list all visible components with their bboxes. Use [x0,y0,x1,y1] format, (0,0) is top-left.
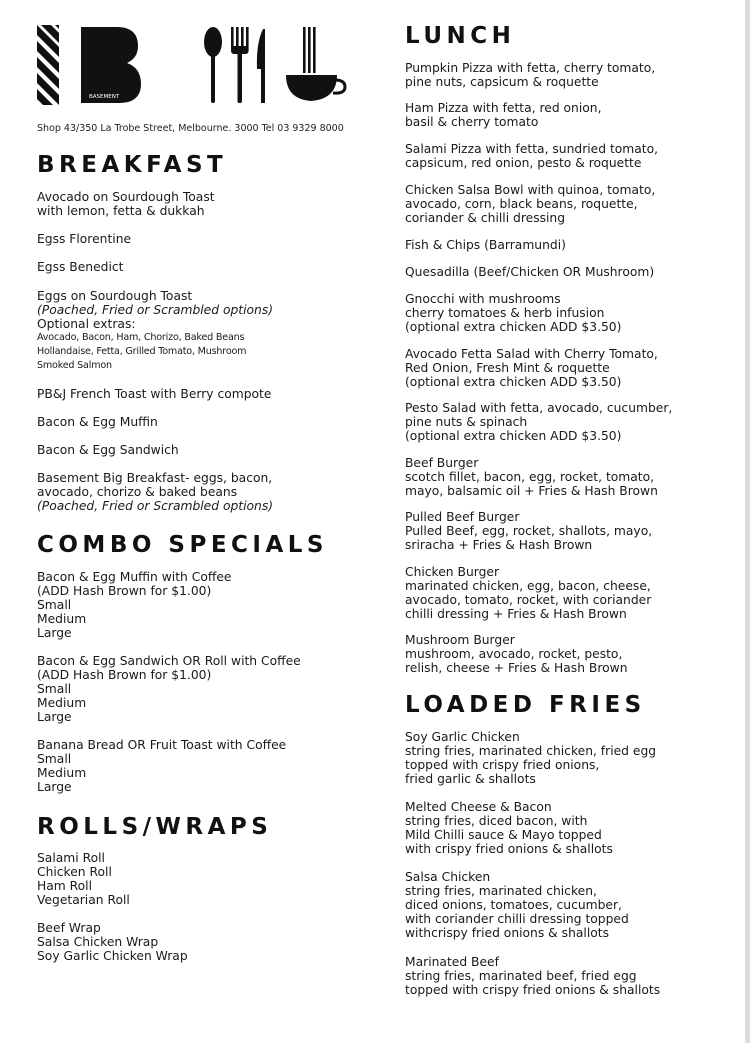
menu-item: Avocado on Sourdough Toast with lemon, fetta & dukkah [37,190,215,218]
menu-item: Pulled Beef Burger Pulled Beef, egg, rocket, shallots, mayo, sriracha + Fries & Hash Brown [405,510,653,552]
menu-item: Quesadilla (Beef/Chicken OR Mushroom) [405,265,655,279]
section-title-loaded-fries: LOADED FRIES [405,692,646,718]
section-title-combo-specials: COMBO SPECIALS [37,532,329,558]
menu-item: Bacon & Egg Sandwich [37,443,179,457]
menu-item: Fish & Chips (Barramundi) [405,238,566,252]
knife-icon [257,29,265,103]
menu-item: Salami Roll Chicken Roll Ham Roll Vegetarian Roll [37,851,130,907]
menu-item: Pumpkin Pizza with fetta, cherry tomato, pine nuts, capsicum & roquette [405,61,656,89]
menu-item: Basement Big Breakfast- eggs, bacon, avocado, chorizo & baked beans (Poached, Fried or Scrambled options) [37,471,274,513]
menu-item: Ham Pizza with fetta, red onion, basil & cherry tomato [405,101,602,129]
menu-item: Melted Cheese & Bacon string fries, diced bacon, with Mild Chilli sauce & Mayo topped with crispy fried onions & shallots [405,800,613,856]
section-title-rolls-wraps: ROLLS/WRAPS [37,814,273,840]
menu-item: Beef Wrap Salsa Chicken Wrap Soy Garlic Chicken Wrap [37,921,188,963]
basement-logo [37,25,347,107]
svg-text:BASEMENT: BASEMENT [89,94,120,100]
menu-item: Bacon & Egg Muffin [37,415,158,429]
menu-item: PB&J French Toast with Berry compote [37,387,272,401]
menu-item: Gnocchi with mushrooms cherry tomatoes & herb infusion (optional extra chicken ADD $3.50) [405,292,622,334]
menu-item: Egss Benedict [37,260,124,274]
menu-item: Bacon & Egg Sandwich OR Roll with Coffee (ADD Hash Brown for $1.00) Small Medium Large [37,654,301,724]
stripe-icon [37,25,69,107]
fork-icon [231,27,249,103]
section-title-breakfast: BREAKFAST [37,152,228,178]
menu-item: Marinated Beef string fries, marinated beef, fried egg topped with crispy fried onions & shallots [405,955,661,997]
menu-item: Eggs on Sourdough Toast (Poached, Fried or Scrambled options) Optional extras: Avocado, Bacon, Ham, Chorizo, Baked Beans Hollandaise, Fetta, Grilled Tomato, Mushroom Smoked Salmon [37,289,274,371]
menu-item: Salsa Chicken string fries, marinated chicken, diced onions, tomatoes, cucumber, with coriander chilli dressing topped withcrispy fried onions & shallots [405,870,629,940]
menu-item: Banana Bread OR Fruit Toast with Coffee Small Medium Large [37,738,287,794]
section-title-lunch: LUNCH [405,23,516,49]
menu-item: Beef Burger scotch fillet, bacon, egg, rocket, tomato, mayo, balsamic oil + Fries & Hash Brown [405,456,658,498]
menu-item: Egss Florentine [37,232,132,246]
address-line: Shop 43/350 La Trobe Street, Melbourne. 3000 Tel 03 9329 8000 [37,123,344,134]
coffee-cup-icon [286,27,345,101]
menu-item: Soy Garlic Chicken string fries, marinated chicken, fried egg topped with crispy fried onions, fried garlic & shallots [405,730,657,786]
menu-item: Salami Pizza with fetta, sundried tomato, capsicum, red onion, pesto & roquette [405,142,659,170]
menu-item: Avocado Fetta Salad with Cherry Tomato, Red Onion, Fresh Mint & roquette (optional extra chicken ADD $3.50) [405,347,658,389]
menu-item: Chicken Burger marinated chicken, egg, bacon, cheese, avocado, tomato, rocket, with coriander chilli dressing + Fries & Hash Brown [405,565,652,621]
spoon-icon [204,27,222,103]
menu-item: Mushroom Burger mushroom, avocado, rocket, pesto, relish, cheese + Fries & Hash Brown [405,633,628,675]
menu-item: Chicken Salsa Bowl with quinoa, tomato, avocado, corn, black beans, roquette, coriander & chilli dressing [405,183,656,225]
menu-item: Pesto Salad with fetta, avocado, cucumber, pine nuts & spinach (optional extra chicken ADD $3.50) [405,401,673,443]
menu-item: Bacon & Egg Muffin with Coffee (ADD Hash Brown for $1.00) Small Medium Large [37,570,232,640]
letter-b-icon [81,27,141,103]
